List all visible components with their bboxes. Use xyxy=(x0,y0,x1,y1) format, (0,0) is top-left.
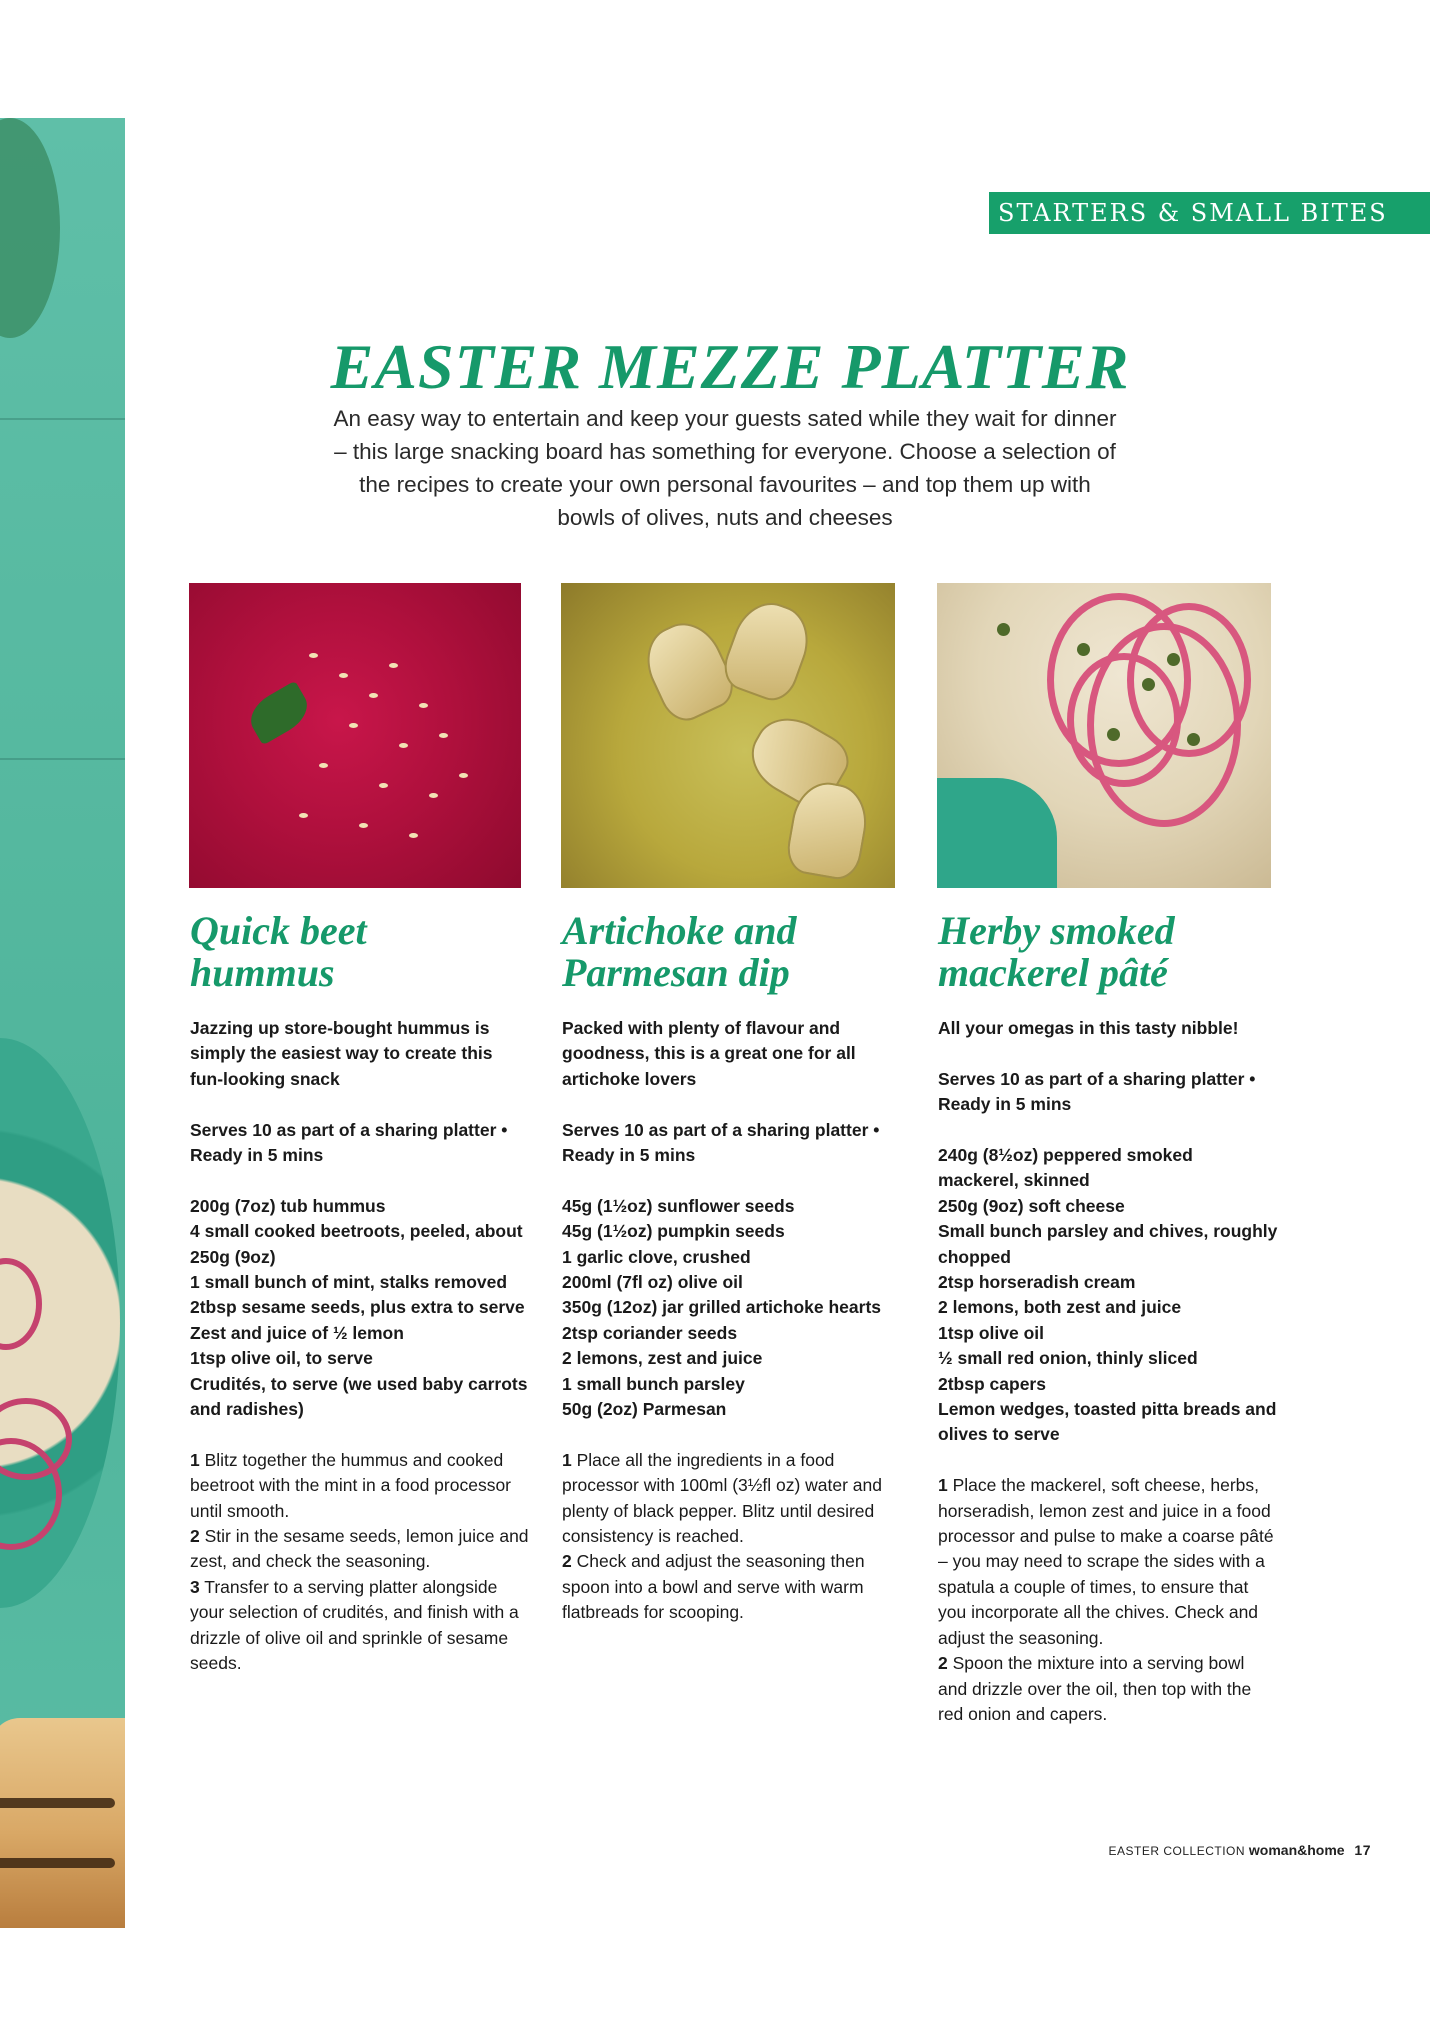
caper xyxy=(997,623,1010,636)
ingredient-item: 200g (7oz) tub hummus xyxy=(190,1195,386,1216)
sesame-seed xyxy=(339,673,348,678)
caper xyxy=(1077,643,1090,656)
artichoke-dip-photo xyxy=(561,583,895,888)
sesame-seed xyxy=(319,763,328,768)
ingredient-item: 1tsp olive oil xyxy=(938,1322,1044,1343)
mackerel-pate-photo xyxy=(937,583,1271,888)
ingredient-item: Zest and juice of ½ lemon xyxy=(190,1322,404,1343)
sesame-seed xyxy=(419,703,428,708)
step-number: 2 xyxy=(190,1526,200,1547)
step-text: Check and adjust the seasoning then spoon into a bowl and serve with warm flatbreads for scooping. xyxy=(562,1551,865,1623)
step-number: 2 xyxy=(562,1551,572,1572)
sesame-seed xyxy=(389,663,398,668)
recipe-title-line: mackerel pâté xyxy=(938,950,1168,995)
recipe-description: Packed with plenty of flavour and goodness, this is a great one for all artichoke lovers xyxy=(562,1018,856,1089)
recipe-title xyxy=(938,910,1278,994)
sesame-seed xyxy=(379,783,388,788)
ingredient-item: Crudités, to serve (we used baby carrots and radishes) xyxy=(190,1373,528,1420)
recipe-description: All your omegas in this tasty nibble! xyxy=(938,1018,1239,1038)
ingredient-item: 2tsp horseradish cream xyxy=(938,1272,1136,1293)
ingredient-item: 2 lemons, both zest and juice xyxy=(938,1297,1182,1318)
ingredient-item: Lemon wedges, toasted pitta breads and olives to serve xyxy=(938,1399,1277,1445)
wood-plank-line xyxy=(0,758,125,760)
recipe-serves: Serves 10 as part of a sharing platter • Ready in 5 mins xyxy=(938,1068,1256,1115)
ingredient-item: ½ small red onion, thinly sliced xyxy=(938,1348,1198,1369)
method-step xyxy=(562,1448,902,1550)
page-title: EASTER MEZZE PLATTER xyxy=(330,331,1130,402)
sesame-seed xyxy=(409,833,418,838)
sesame-seed xyxy=(429,793,438,798)
recipe-description: Jazzing up store-bought hummus is simply the easiest way to create this fun-looking snack xyxy=(190,1018,493,1089)
recipe-serves: Serves 10 as part of a sharing platter • Ready in 5 mins xyxy=(190,1119,508,1166)
ingredient-item: 2tbsp sesame seeds, plus extra to serve xyxy=(190,1297,525,1318)
grilled-bread-photo xyxy=(0,1718,125,1928)
recipe-title xyxy=(190,910,530,994)
sesame-seed xyxy=(439,733,448,738)
ingredient-item: 4 small cooked beetroots, peeled, about 250g (9oz) xyxy=(190,1221,523,1267)
ingredient-item: 1 small bunch of mint, stalks removed xyxy=(190,1272,508,1293)
step-number: 1 xyxy=(562,1449,572,1470)
step-text: Blitz together the hummus and cooked beetroot with the mint in a food processor until smooth. xyxy=(190,1449,512,1521)
step-number: 1 xyxy=(938,1475,948,1496)
step-text: Stir in the sesame seeds, lemon juice and zest, and check the seasoning. xyxy=(190,1526,529,1572)
ingredient-item: 1 small bunch parsley xyxy=(562,1373,745,1394)
section-tag: STARTERS & SMALL BITES xyxy=(989,192,1430,234)
method-step xyxy=(562,1549,902,1625)
caper xyxy=(1142,678,1155,691)
recipe-title-line: Herby smoked xyxy=(938,908,1175,953)
ingredient-item: Small bunch parsley and chives, roughly chopped xyxy=(938,1221,1278,1267)
recipe-column-mackerel-pate xyxy=(938,910,1278,1727)
ingredient-item: 2tsp coriander seeds xyxy=(562,1322,738,1343)
method-step xyxy=(190,1524,530,1575)
grill-mark xyxy=(0,1798,115,1808)
parsley-leaf xyxy=(243,681,315,746)
recipe-title-line: Artichoke and xyxy=(562,908,797,953)
ingredient-item: 50g (2oz) Parmesan xyxy=(562,1399,727,1420)
sesame-seed xyxy=(359,823,368,828)
ingredient-item: 1 garlic clove, crushed xyxy=(562,1246,751,1267)
caper xyxy=(1187,733,1200,746)
method-step xyxy=(190,1575,530,1677)
step-text: Place the mackerel, soft cheese, herbs, horseradish, lemon zest and juice in a food processor and pulse to make a coarse pâté – you may need to scrape the sides with a spatula a couple of times, to ensure that you incorporate all the chives. Check and adjust the seasoning. xyxy=(938,1475,1274,1648)
caper xyxy=(1107,728,1120,741)
caper xyxy=(1167,653,1180,666)
ingredient-item: 350g (12oz) jar grilled artichoke hearts xyxy=(562,1297,882,1318)
wood-plank-line xyxy=(0,418,125,420)
recipe-title-line: Parmesan dip xyxy=(562,950,790,995)
recipe-title-line: hummus xyxy=(190,950,335,995)
sesame-seed xyxy=(309,653,318,658)
sesame-seed xyxy=(369,693,378,698)
footer-brand: woman&home xyxy=(1248,1842,1345,1858)
recipe-column-artichoke-dip xyxy=(562,910,902,1626)
method-step xyxy=(938,1651,1278,1727)
herb-leaf-decoration xyxy=(0,118,60,338)
sesame-seed xyxy=(299,813,308,818)
recipe-title xyxy=(562,910,902,994)
plate-edge xyxy=(937,778,1057,888)
ingredient-item: 250g (9oz) soft cheese xyxy=(938,1195,1125,1216)
side-photo-strip xyxy=(0,118,125,1928)
recipe-serves: Serves 10 as part of a sharing platter • Ready in 5 mins xyxy=(562,1119,880,1166)
beet-hummus-photo xyxy=(189,583,521,888)
ingredient-item: 200ml (7fl oz) olive oil xyxy=(562,1272,743,1293)
method-step xyxy=(190,1448,530,1524)
ingredient-item: 45g (1½oz) pumpkin seeds xyxy=(562,1221,785,1242)
sesame-seed xyxy=(349,723,358,728)
step-text: Spoon the mixture into a serving bowl and drizzle over the oil, then top with the red onion and capers. xyxy=(938,1653,1252,1724)
sesame-seed xyxy=(399,743,408,748)
recipe-title-line: Quick beet xyxy=(190,908,367,953)
page-number: 17 xyxy=(1354,1842,1371,1858)
sesame-seed xyxy=(459,773,468,778)
footer-collection: EASTER COLLECTION xyxy=(1108,1844,1246,1858)
method-step xyxy=(938,1473,1278,1651)
grill-mark xyxy=(0,1858,115,1868)
page-footer xyxy=(1109,1842,1371,1858)
step-text: Transfer to a serving platter alongside your selection of crudités, and finish with a drizzle of olive oil and sprinkle of sesame seeds. xyxy=(190,1576,519,1674)
intro-text: An easy way to entertain and keep your guests sated while they wait for dinner – this large snacking board has something for everyone. Choose a selection of the recipes to create your own personal favourites – and top them up with bowls of olives, nuts and cheeses xyxy=(333,406,1117,530)
step-text: Place all the ingredients in a food processor with 100ml (3½fl oz) water and plenty of black pepper. Blitz until desired consistency is reached. xyxy=(562,1449,882,1547)
ingredient-item: 2 lemons, zest and juice xyxy=(562,1348,763,1369)
ingredient-item: 240g (8½oz) peppered smoked mackerel, skinned xyxy=(938,1145,1193,1191)
step-number: 3 xyxy=(190,1576,200,1597)
ingredient-item: 1tsp olive oil, to serve xyxy=(190,1348,373,1369)
ingredient-item: 2tbsp capers xyxy=(938,1373,1046,1394)
ingredient-item: 45g (1½oz) sunflower seeds xyxy=(562,1195,795,1216)
step-number: 2 xyxy=(938,1653,948,1674)
step-number: 1 xyxy=(190,1449,200,1470)
recipe-column-beet-hummus xyxy=(190,910,530,1677)
